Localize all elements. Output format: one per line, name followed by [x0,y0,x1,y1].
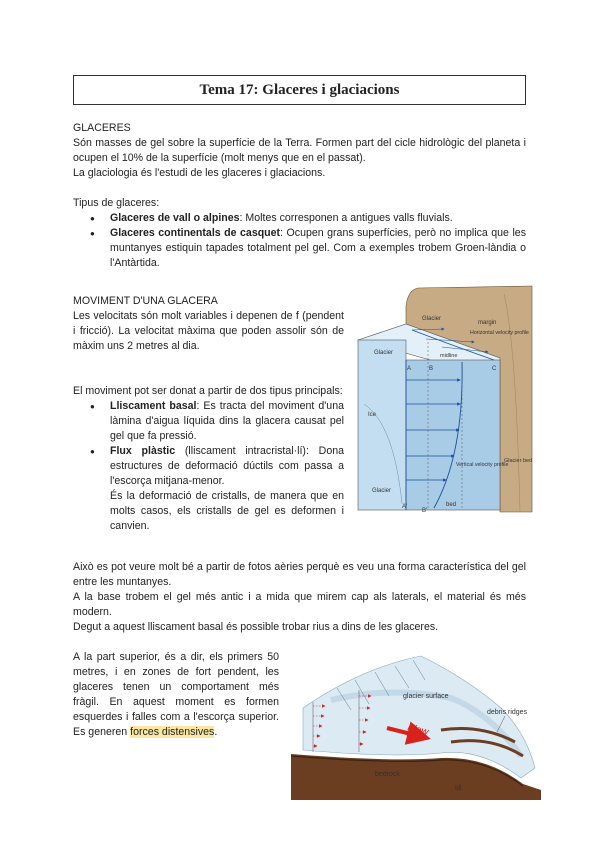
moviment-tipus-list [73,399,344,534]
flux-plastic-extra: És la deformació de cristalls, de manera que en molts casos, els cristalls de gel es deformen i canvien. [110,490,344,532]
glacier-section-face [406,360,500,510]
label-a: A [407,366,412,372]
label-b-prime: B' [422,508,428,514]
fotos-paragraph [73,560,526,635]
label-horizontal-velocity-text: Horizontal velocity profile [470,330,529,336]
glacier-flow-diagram [291,638,541,800]
label-debris-ridges: debris ridges [487,709,528,716]
tipus-glaceres-label: Tipus de glaceres: [73,197,160,209]
label-glacier-bed: Glacier bed [504,458,533,464]
list-item: ● Lliscament basal: Es tracta del moviment d'una làmina d'aigua líquida dins la glacera causat pel gel que fa pressió. [73,399,344,444]
glaceres-section [73,121,526,271]
list-item: ● Glaceres de vall o alpines: Moltes corresponen a antigues valls fluvials. [73,211,526,226]
label-glacier-bottom: Glacier [372,488,392,494]
moviment-section [73,294,344,534]
rius-text: Degut a aquest lliscament basal és possible trobar rius a dins de les glaceres. [73,621,439,633]
label-midline: midline [440,353,458,359]
fotos-text: Això es pot veure molt bé a partir de fotos aèries perquè es veu una forma característica del gel entre les muntanyes. [73,561,526,588]
label-ice: Ice [368,412,377,418]
label-vertical-velocity: Vertical velocity profile [456,462,509,468]
label-b: B [429,366,434,372]
label-c: C [492,366,497,372]
superior-paragraph: A la part superior, és a dir, els primers 50 metres, i en zones de fort pendent, les glaceres tenen un comportament més fràgil. En aquest moment es formen esquerdes i falles com a l'escorça superior. Es generen forces distensives. [73,651,279,738]
glacier-velocity-diagram [354,284,534,516]
moviment-tipus-intro: El moviment pot ser donat a partir de dos tipus principals: [73,385,343,397]
tipus-glaceres-list [73,211,526,271]
label-horizontal-velocity [470,330,529,336]
glaciologia-text: La glaciologia és l'estudi de les glaceres i glaciacions. [73,167,326,179]
glaceres-heading: GLACERES [73,122,131,134]
label-glacier-left: Glacier [374,350,394,356]
forces-distensives-highlight: forces distensives [130,726,215,738]
list-item: ● Flux plàstic (lliscament intracristal·lí): Dona estructures de deformació dúctils com passa a l'escorça mitjana-menor. És la deformació de cristalls, de manera que en molts casos, els cristalls de gel es deformen i canvien. [73,444,344,534]
label-bed: bed [446,502,457,508]
label-flow: Flow [406,722,430,739]
label-till: till [455,785,462,792]
base-text: A la base trobem el gel més antic i a mida que mirem cap als laterals, el material és més modern. [73,591,526,618]
title-box [73,75,526,105]
glaceres-intro: Són masses de gel sobre la superfície de la Terra. Formen part del cicle hidrològic del planeta i ocupen el 10% de la superfície (molt menys que en el passat). [73,137,526,164]
label-a-prime: A' [402,504,408,510]
label-bedrock: bedrock [375,771,400,778]
label-glacier-surface: glacier surface [403,693,449,700]
list-item: ● Glaceres continentals de casquet: Ocupen grans superfícies, però no implica que les muntanyes estiquin tapades totalment pel gel. Com a exemples trobem Groen-làndia o l'Antàrtida. [73,226,526,271]
velocitats-text: Les velocitats són molt variables i depenen de f (pendent i fricció). La velocitat màxima que poden assolir són de màxim uns 2 metres al dia. [73,310,344,352]
page-title: Tema 17: Glaceres i glaciacions [199,81,400,98]
label-glacier-top: Glacier [422,316,442,322]
label-margin: margin [478,320,497,326]
moviment-heading: MOVIMENT D'UNA GLACERA [73,295,218,307]
